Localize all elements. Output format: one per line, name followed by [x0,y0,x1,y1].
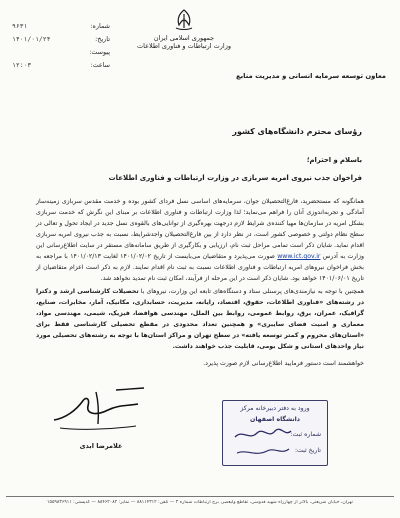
paragraph-1-continued: صورت می‌پذیرد و متقاضیان می‌بایست از تاریخ ۱۴۰۱/۰۲/۰۲ لغایت ۱۴۰۱/۰۲/۱۳ با مراجعه به بخش فراخوان نیروهای امریه ارتباطات و فناوری اطلاعات نسبت به ثبت نام اقدام نمایند. لازم به ذکر است اعزام متقاضیان از تاریخ ۱۴۰۱/۰۶/۰۱ خواهد بود. شایان ذکر است در این مرحله از فرآیند، امکان ثبت نام تمدید نخواهد شد. [36,253,364,282]
stamp-line-1: ورود به دفتر دبیرخانه مرکز [240,405,310,412]
subject-line: فراخوان جذب نیروی امریه سربازی در وزارت ارتباطات و فناوری اطلاعات [108,174,362,182]
footer-rule [6,496,394,497]
signer-name: غلامرضا ابدی [79,442,123,450]
paragraph-2 [36,286,364,352]
paragraph-2-end: و همچنین تعداد محدودی در مقطع تحصیلی کارشناسی فقط برای «استان‌های محروم و کمتر توسعه یافته» در سطح تهران و مراکز استان‌ها با توجه به رشته‌های تحصیلی مورد نیاز واحدهای استانی و شکل بومی، قابلیت جذب خواهند داشت. [36,321,364,350]
ministry-name: وزارت ارتباطات و فناوری اطلاعات [137,42,231,50]
registration-stamp [222,400,328,466]
meta-row-date [12,33,110,46]
meta-label: ساعت: [90,61,110,69]
stamp-line-2: دانشگاه اصفهان [250,416,300,423]
letter-date: ۱۴۰۱/۰۱/۲۴ [12,35,51,43]
letter-meta [12,20,110,72]
paragraph-2-intro: همچنین با توجه به نیازمندی‌های پرسنلی ستاد و دستگاه‌های تابعه این وزارت، نیروهای با [140,288,364,295]
meta-row-time [12,59,110,72]
stamp-handwriting [223,401,327,465]
greeting: باسلام و احترام؛ [306,156,362,164]
letter-number: ۹۶۳۱ [12,22,28,30]
meta-row-number [12,20,110,33]
paragraph-1-text: همانگونه که مستحضرید، فارغ‌التحصیلان جوان، سرمایه‌های اساسی نسل فردای کشور بوده و خدمت مقدس سربازی زمینه‌ساز آمادگی و تجربه‌اندوزی آنان را فراهم می‌نماید؛ لذا وزارت ارتباطات و فناوری اطلاعات بر مبنای این نگرش که خدمت سربازی بشکل امریه در سازمان‌ها مهیا کننده‌ی شرایط لازم درجهت بهره‌گیری از توانایی‌های بالقوه‌ی نسل جدید در ایجاد تحول و تعالی در سطح نظام دولتی و خصوصی کشور است، در نظر دارد از بین فارغ‌التحصیلان واجدشرایط، نسبت به جذب نیروی امریه سربازی اقدام نماید. شایان ذکر است تمامی مراحل ثبت نام، ارزیابی و بکارگیری از طریق سامانه‌های مستقر در سایت اطلاع‌رسانی این وزارت به آدرس [36,198,365,260]
footer-address: تهران، خیابان شریعتی، بالاتر از چهارراه شهید قدوسی، تقاطع ولیعصر، برج ارتباطات شماره ۳ — تلفن: ۸۸۱۱۴۳۱۲ — نمابر: ۸۸۴۶۲۰۸۲ — کدپستی: ۱۵۵۹۸۳۶۹۱۱ [47,500,353,505]
addressee: رؤسای محترم دانشگاه‌های کشور [232,127,362,136]
stamp-line-4: تاریخ ثبت: [294,447,321,454]
stamp-line-3: شماره ثبت: [290,431,321,438]
meta-label: پیوست: [89,48,110,56]
letter-body [36,196,364,354]
meta-label: شماره: [90,22,110,30]
paragraph-2-fields: تحصیلات کارشناسی ارشد و دکترا در رشته‌های «فناوری اطلاعات، حقوق، اقتصاد، رایانه، مدیریت، حسابداری، مکانیک، آمار، مخابرات، صنایع، گرافیک، عمران، برق، روابط عمومی، روابط بین الملل، مهندسی هوافضا، فیزیک، شیمی، مهندسی مواد، معماری و امنیت فضای سایبری» [36,288,364,328]
ministry-website-link[interactable]: www.ict.gov.ir [277,253,321,260]
republic-name: جمهوری اسلامی ایران [153,34,215,42]
department-title: معاون توسعه سرمایه انسانی و مدیریت منابع [235,72,386,80]
handwritten-signature [46,380,156,438]
paragraph-1 [36,196,364,284]
meta-label: تاریخ: [95,35,110,43]
ministry-heading [132,34,236,50]
letter-time: ۱۲:۰۳ [12,61,32,69]
meta-row-attachment [12,46,110,59]
closing-line: خواهشمند است دستور فرمایید اطلاع‌رسانی لازم صورت پذیرد. [203,360,364,367]
iran-emblem-icon [170,8,198,32]
